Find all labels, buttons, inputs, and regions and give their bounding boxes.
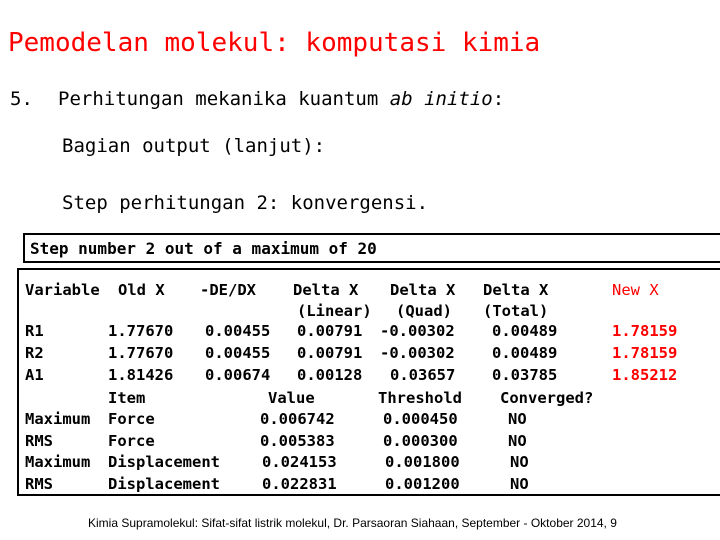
- header-delta-total: Delta X: [483, 281, 549, 299]
- section-number: 5.: [10, 88, 33, 110]
- header-de-dx: -DE/DX: [200, 281, 256, 299]
- conv-row-label: Maximum: [25, 410, 91, 428]
- table-row-delta-total: 0.03785: [492, 366, 558, 384]
- conv-row-converged: NO: [510, 475, 529, 493]
- table-row-old-x: 1.77670: [108, 344, 174, 362]
- table-row-delta-total: 0.00489: [492, 322, 558, 340]
- conv-row-value: 0.006742: [260, 410, 335, 428]
- conv-row-converged: NO: [508, 432, 527, 450]
- table-row-delta-quad: -0.00302: [380, 322, 455, 340]
- subheading: Bagian output (lanjut):: [62, 135, 326, 157]
- conv-row-label: Maximum: [25, 453, 91, 471]
- conv-row-converged: NO: [508, 410, 527, 428]
- table-row-variable: R1: [25, 322, 44, 340]
- conv-row-item: Displacement: [108, 453, 220, 471]
- section-heading: [10, 88, 504, 110]
- table-row-delta-total: 0.00489: [492, 344, 558, 362]
- header-delta-linear-sub: (Linear): [297, 302, 372, 320]
- table-row-variable: A1: [25, 366, 44, 384]
- table-row-variable: R2: [25, 344, 44, 362]
- header-old-x: Old X: [118, 281, 165, 299]
- table-row-new-x: 1.85212: [612, 366, 678, 384]
- table-row-old-x: 1.77670: [108, 322, 174, 340]
- conv-header-value: Value: [268, 389, 315, 407]
- table-row-delta-linear: 0.00128: [297, 366, 363, 384]
- table-row-delta-linear: 0.00791: [297, 322, 363, 340]
- header-delta-quad: Delta X: [390, 281, 456, 299]
- conv-row-item: Force: [108, 432, 155, 450]
- conv-row-value: 0.022831: [262, 475, 337, 493]
- table-row-de-dx: 0.00674: [205, 366, 271, 384]
- table-row-de-dx: 0.00455: [205, 322, 271, 340]
- conv-row-threshold: 0.000450: [383, 410, 458, 428]
- section-heading-colon: :: [492, 88, 505, 110]
- conv-header-threshold: Threshold: [378, 389, 462, 407]
- header-delta-linear: Delta X: [293, 281, 359, 299]
- header-variable: Variable: [25, 281, 100, 299]
- section-heading-italic: ab initio: [389, 88, 493, 110]
- table-row-delta-quad: 0.03657: [390, 366, 456, 384]
- conv-row-threshold: 0.000300: [383, 432, 458, 450]
- header-delta-quad-sub: (Quad): [396, 302, 452, 320]
- conv-row-value: 0.024153: [262, 453, 337, 471]
- table-row-new-x: 1.78159: [612, 344, 678, 362]
- table-row-old-x: 1.81426: [108, 366, 174, 384]
- table-row-delta-linear: 0.00791: [297, 344, 363, 362]
- conv-row-converged: NO: [510, 453, 529, 471]
- table-row-de-dx: 0.00455: [205, 344, 271, 362]
- section-heading-text: Perhitungan mekanika kuantum: [58, 88, 379, 110]
- conv-row-threshold: 0.001200: [385, 475, 460, 493]
- header-new-x: New X: [612, 281, 659, 299]
- slide-title: Pemodelan molekul: komputasi kimia: [8, 28, 541, 58]
- table-row-new-x: 1.78159: [612, 322, 678, 340]
- table-row-delta-quad: -0.00302: [380, 344, 455, 362]
- conv-row-item: Displacement: [108, 475, 220, 493]
- step-heading: Step perhitungan 2: konvergensi.: [62, 192, 429, 214]
- conv-row-threshold: 0.001800: [385, 453, 460, 471]
- header-delta-total-sub: (Total): [483, 302, 549, 320]
- conv-header-converged: Converged?: [500, 389, 594, 407]
- conv-row-item: Force: [108, 410, 155, 428]
- conv-row-label: RMS: [25, 432, 53, 450]
- conv-header-item: Item: [108, 389, 146, 407]
- slide-footer: Kimia Supramolekul: Sifat-sifat listrik molekul, Dr. Parsaoran Siahaan, September - Oktober 2014, 9: [88, 516, 617, 530]
- step-number-line: Step number 2 out of a maximum of 20: [30, 239, 377, 258]
- conv-row-label: RMS: [25, 475, 53, 493]
- conv-row-value: 0.005383: [260, 432, 335, 450]
